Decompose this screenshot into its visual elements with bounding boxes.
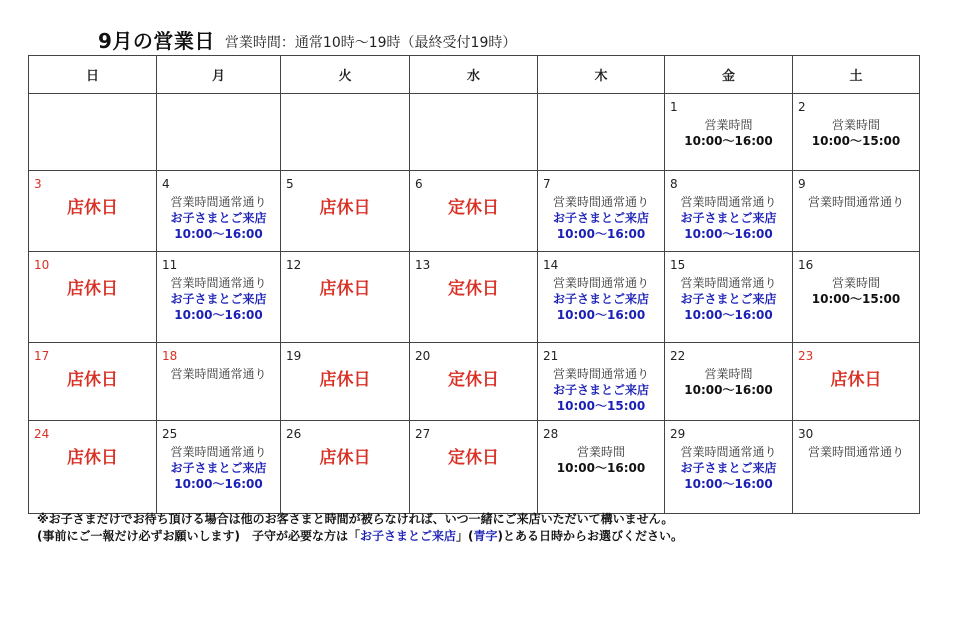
day-number: 4 xyxy=(162,177,170,191)
note-line-1: ※お子さまだけでお待ち頂ける場合は他のお客さまと時間が被らなければ、いつ一緒にご来店いただいて構いません。 xyxy=(37,512,674,526)
closed-day-label: 店休日 xyxy=(319,448,371,468)
calendar-day-cell xyxy=(29,343,157,421)
business-hours-label: 営業時間通常通り xyxy=(680,276,777,290)
day-schedule xyxy=(665,117,792,149)
calendar-day-cell xyxy=(410,252,538,343)
day-number: 16 xyxy=(798,258,814,272)
day-schedule xyxy=(157,444,280,492)
weekday-saturday: 土 xyxy=(793,56,920,94)
header xyxy=(98,22,516,54)
weekday-monday: 月 xyxy=(157,56,281,94)
day-schedule xyxy=(665,444,792,492)
business-hours-label: 営業時間 xyxy=(831,276,880,290)
day-number: 7 xyxy=(543,177,551,191)
calendar-day-cell xyxy=(793,343,920,421)
day-number: 10 xyxy=(34,258,50,272)
calendar-day-cell xyxy=(665,94,793,171)
business-hours-time: 10:00〜16:00 xyxy=(684,383,773,397)
note-highlight-kids: お子さまとご来店 xyxy=(359,529,456,543)
closed-day-label: 店休日 xyxy=(67,370,118,390)
business-hours-label: 営業時間通常通り xyxy=(170,367,267,381)
kids-visit-info: 10:00〜16:00 xyxy=(174,308,263,322)
calendar-table xyxy=(28,55,920,514)
calendar-day-cell xyxy=(410,421,538,514)
day-schedule xyxy=(538,194,664,242)
weekday-thursday: 木 xyxy=(538,56,665,94)
kids-visit-info: 10:00〜16:00 xyxy=(556,308,646,322)
note-text-a: (事前にご一報だけ必ずお願いします) 子守が必要な方は「 xyxy=(37,529,360,543)
day-number: 28 xyxy=(543,427,559,441)
calendar-day-cell xyxy=(281,421,410,514)
day-number: 20 xyxy=(415,349,431,363)
day-number: 29 xyxy=(670,427,686,441)
closed-day-label: 店休日 xyxy=(67,448,118,468)
business-hours-label: 営業時間通常通り xyxy=(170,445,267,459)
day-number: 27 xyxy=(415,427,431,441)
calendar-day-cell xyxy=(157,252,281,343)
day-schedule xyxy=(665,194,792,242)
calendar-day-cell xyxy=(538,343,665,421)
day-number: 9 xyxy=(798,177,806,191)
day-number: 5 xyxy=(286,177,294,191)
business-hours-label: 営業時間通常通り xyxy=(680,445,777,459)
calendar-week-row xyxy=(29,252,920,343)
day-schedule xyxy=(538,444,664,476)
kids-visit-info: お子さまとご来店 xyxy=(552,211,649,225)
calendar-day-cell xyxy=(29,171,157,252)
business-hours-subtitle: 営業時間：通常10時〜19時（最終受付19時） xyxy=(224,35,517,51)
closed-day-label: 定休日 xyxy=(448,370,499,390)
day-number: 21 xyxy=(543,349,559,363)
business-hours-time: 10:00〜16:00 xyxy=(556,461,646,475)
closed-day-label: 店休日 xyxy=(319,198,371,218)
calendar-day-cell xyxy=(538,421,665,514)
calendar-week-row xyxy=(29,421,920,514)
closed-day-label: 店休日 xyxy=(67,279,118,299)
day-number: 2 xyxy=(798,100,806,114)
calendar-day-cell xyxy=(281,252,410,343)
weekday-tuesday: 火 xyxy=(281,56,410,94)
calendar-day-cell xyxy=(793,94,920,171)
day-number: 22 xyxy=(670,349,686,363)
closed-day-label: 店休日 xyxy=(830,370,882,390)
calendar-day-cell xyxy=(793,421,920,514)
calendar-day-cell xyxy=(410,94,538,171)
kids-visit-info: お子さまとご来店 xyxy=(552,383,649,397)
kids-visit-info: お子さまとご来店 xyxy=(170,211,267,225)
day-schedule xyxy=(665,366,792,398)
note-line-2 xyxy=(37,528,683,545)
closed-day-label: 店休日 xyxy=(319,370,371,390)
business-hours-label: 営業時間 xyxy=(704,118,753,132)
weekday-header-row xyxy=(29,56,920,94)
day-number: 25 xyxy=(162,427,178,441)
day-schedule xyxy=(157,275,280,323)
day-number: 13 xyxy=(415,258,431,272)
calendar-week-row xyxy=(29,343,920,421)
calendar-day-cell xyxy=(793,252,920,343)
day-number: 17 xyxy=(34,349,50,363)
calendar-day-cell xyxy=(538,94,665,171)
kids-visit-info: お子さまとご来店 xyxy=(552,292,649,306)
calendar-day-cell xyxy=(410,171,538,252)
day-schedule xyxy=(793,117,919,149)
calendar-day-cell xyxy=(281,343,410,421)
calendar-day-cell xyxy=(29,94,157,171)
business-hours-label: 営業時間通常通り xyxy=(680,195,777,209)
day-number: 14 xyxy=(543,258,559,272)
business-hours-label: 営業時間通常通り xyxy=(552,367,649,381)
day-schedule xyxy=(157,366,280,382)
page-title: 9月の営業日 xyxy=(98,29,215,53)
kids-visit-info: お子さまとご来店 xyxy=(680,461,777,475)
weekday-wednesday: 水 xyxy=(410,56,538,94)
kids-visit-info: 10:00〜16:00 xyxy=(684,308,773,322)
calendar-day-cell xyxy=(665,171,793,252)
day-number: 18 xyxy=(162,349,178,363)
business-hours-label: 営業時間 xyxy=(831,118,880,132)
day-number: 15 xyxy=(670,258,686,272)
business-hours-label: 営業時間通常通り xyxy=(170,195,267,209)
day-schedule xyxy=(538,275,664,323)
day-number: 8 xyxy=(670,177,678,191)
calendar-day-cell xyxy=(157,94,281,171)
day-number: 19 xyxy=(286,349,302,363)
calendar-day-cell xyxy=(157,343,281,421)
kids-visit-info: 10:00〜16:00 xyxy=(174,477,263,491)
day-number: 1 xyxy=(670,100,678,114)
kids-visit-info: 10:00〜16:00 xyxy=(556,227,646,241)
day-schedule xyxy=(538,366,664,414)
notes xyxy=(37,511,683,545)
kids-visit-info: お子さまとご来店 xyxy=(170,461,267,475)
day-number: 23 xyxy=(798,349,814,363)
day-number: 3 xyxy=(34,177,42,191)
day-number: 26 xyxy=(286,427,302,441)
calendar-day-cell xyxy=(538,171,665,252)
business-hours-time: 10:00〜15:00 xyxy=(811,134,901,148)
note-text-c: 」( xyxy=(456,529,474,543)
day-number: 30 xyxy=(798,427,814,441)
calendar-day-cell xyxy=(665,252,793,343)
business-hours-label: 営業時間通常通り xyxy=(552,276,649,290)
calendar-day-cell xyxy=(665,343,793,421)
business-hours-time: 10:00〜16:00 xyxy=(684,134,773,148)
closed-day-label: 定休日 xyxy=(448,198,499,218)
day-number: 24 xyxy=(34,427,50,441)
calendar-day-cell xyxy=(538,252,665,343)
calendar-week-row xyxy=(29,94,920,171)
day-schedule xyxy=(793,275,919,307)
day-schedule xyxy=(793,444,919,460)
business-hours-label: 営業時間 xyxy=(704,367,753,381)
calendar-day-cell xyxy=(665,421,793,514)
calendar-day-cell xyxy=(281,171,410,252)
calendar-day-cell xyxy=(157,171,281,252)
business-hours-label: 営業時間通常通り xyxy=(807,445,904,459)
business-hours-label: 営業時間 xyxy=(576,445,625,459)
business-hours-label: 営業時間通常通り xyxy=(807,195,904,209)
calendar-day-cell xyxy=(157,421,281,514)
note-highlight-blue: 青字 xyxy=(473,529,498,543)
day-number: 6 xyxy=(415,177,423,191)
business-hours-label: 営業時間通常通り xyxy=(170,276,267,290)
day-number: 12 xyxy=(286,258,302,272)
calendar-day-cell xyxy=(410,343,538,421)
kids-visit-info: お子さまとご来店 xyxy=(170,292,267,306)
business-hours-label: 営業時間通常通り xyxy=(552,195,649,209)
weekday-friday: 金 xyxy=(665,56,793,94)
kids-visit-info: 10:00〜16:00 xyxy=(174,227,263,241)
day-schedule xyxy=(665,275,792,323)
closed-day-label: 定休日 xyxy=(448,279,499,299)
kids-visit-info: お子さまとご来店 xyxy=(680,292,777,306)
closed-day-label: 定休日 xyxy=(448,448,499,468)
day-schedule xyxy=(157,194,280,242)
calendar-day-cell xyxy=(29,252,157,343)
calendar-day-cell xyxy=(29,421,157,514)
kids-visit-info: 10:00〜16:00 xyxy=(684,477,773,491)
kids-visit-info: 10:00〜15:00 xyxy=(556,399,646,413)
calendar-week-row xyxy=(29,171,920,252)
day-number: 11 xyxy=(162,258,178,272)
note-text-e: )とある日時からお選びください。 xyxy=(497,529,684,543)
weekday-sunday: 日 xyxy=(29,56,157,94)
calendar-day-cell xyxy=(281,94,410,171)
closed-day-label: 店休日 xyxy=(67,198,118,218)
closed-day-label: 店休日 xyxy=(319,279,371,299)
day-schedule xyxy=(793,194,919,210)
kids-visit-info: 10:00〜16:00 xyxy=(684,227,773,241)
business-hours-time: 10:00〜15:00 xyxy=(811,292,901,306)
kids-visit-info: お子さまとご来店 xyxy=(680,211,777,225)
calendar-day-cell xyxy=(793,171,920,252)
